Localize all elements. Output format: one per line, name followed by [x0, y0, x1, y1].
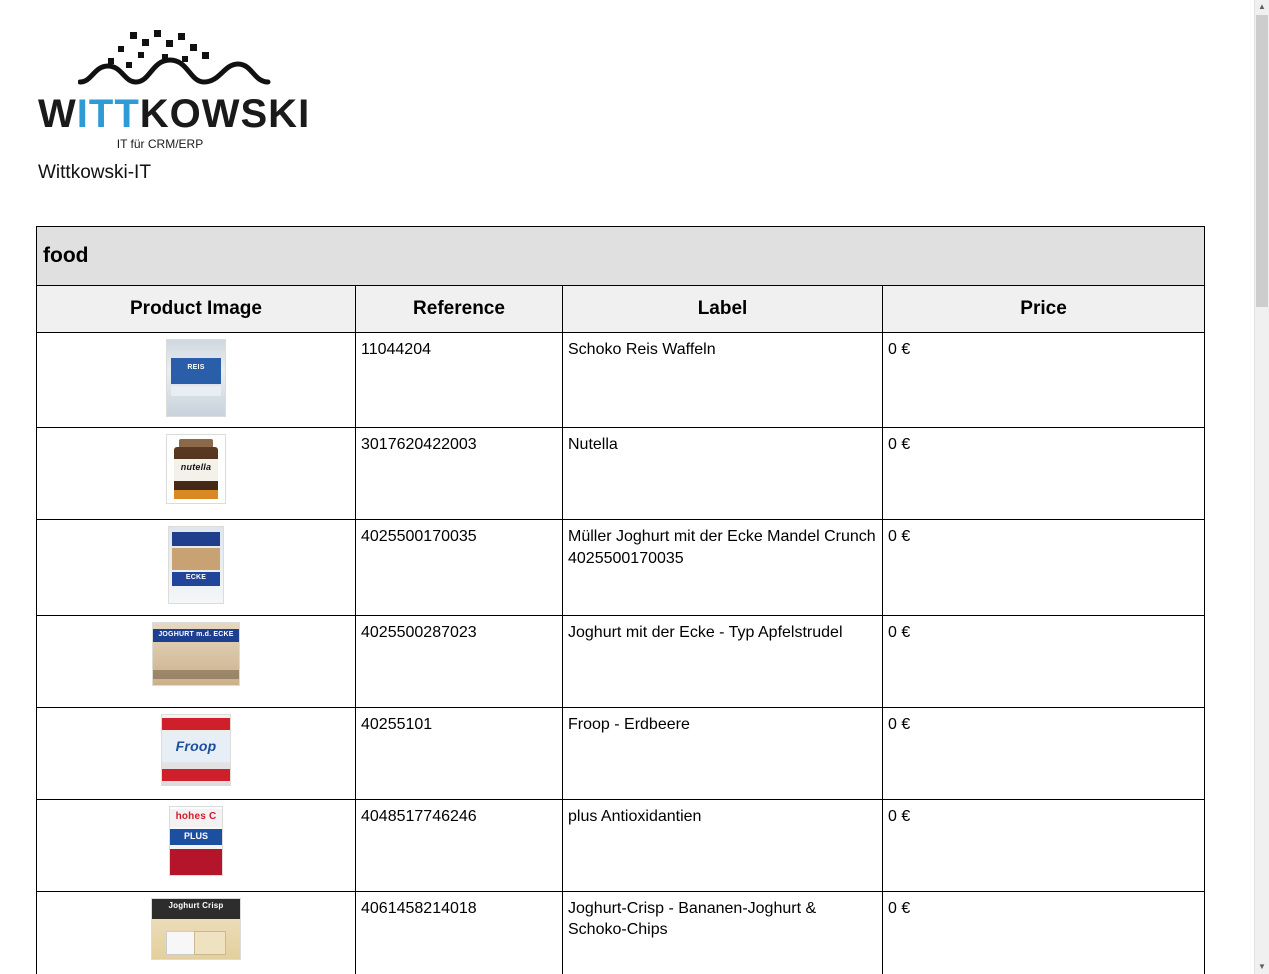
photo-label: Froop — [175, 737, 217, 754]
photo-label: REIS — [187, 364, 205, 371]
product-reference: 4061458214018 — [356, 891, 563, 974]
hohes-c-plus-antioxidantien-photo — [169, 806, 223, 876]
photo-label: Joghurt Crisp — [168, 900, 224, 910]
table-title-row — [37, 227, 1205, 286]
froop-erdbeere-photo — [161, 714, 231, 786]
scrollbar-thumb[interactable] — [1256, 15, 1268, 307]
product-reference: 11044204 — [356, 333, 563, 428]
product-image-cell — [37, 799, 356, 891]
scroll-up-arrow-icon[interactable]: ▲ — [1258, 2, 1266, 11]
company-logo — [38, 30, 338, 184]
product-label: Froop - Erdbeere — [563, 707, 883, 799]
table-row — [37, 891, 1205, 974]
table-row — [37, 333, 1205, 428]
joghurt-crisp-bananen-photo — [151, 898, 241, 960]
photo-label: JOGHURT m.d. ECKE — [158, 630, 234, 638]
product-price: 0 € — [883, 707, 1205, 799]
product-label: Schoko Reis Waffeln — [563, 333, 883, 428]
joghurt-ecke-apfelstrudel-photo — [152, 622, 240, 686]
product-price: 0 € — [883, 428, 1205, 520]
logo-word-highlight: ITT — [76, 92, 140, 136]
mueller-joghurt-ecke-mandel-crunch-photo — [168, 526, 224, 604]
column-header-reference: Reference — [356, 286, 563, 333]
table-row — [37, 799, 1205, 891]
schoko-reis-waffeln-photo — [166, 339, 226, 417]
product-price: 0 € — [883, 520, 1205, 615]
logo-mark-icon — [78, 30, 288, 90]
product-reference: 4025500287023 — [356, 615, 563, 707]
table-row — [37, 707, 1205, 799]
logo-tagline: IT für CRM/ERP — [116, 137, 204, 151]
product-label: Joghurt mit der Ecke - Typ Apfelstrudel — [563, 615, 883, 707]
logo-word-part1: W — [38, 92, 77, 136]
product-price: 0 € — [883, 615, 1205, 707]
product-reference: 3017620422003 — [356, 428, 563, 520]
product-label: Joghurt-Crisp - Bananen-Joghurt & Schoko-Chips — [563, 891, 883, 974]
company-name: Wittkowski-IT — [38, 162, 151, 183]
nutella-photo — [166, 434, 226, 504]
column-header-product-image: Product Image — [37, 286, 356, 333]
product-label: Nutella — [563, 428, 883, 520]
column-header-label: Label — [563, 286, 883, 333]
product-reference: 4025500170035 — [356, 520, 563, 615]
logo-word-part2: KOWSKI — [139, 92, 311, 136]
product-label: plus Antioxidantien — [563, 799, 883, 891]
product-price: 0 € — [883, 799, 1205, 891]
photo-label: nutella — [180, 462, 212, 473]
product-image-cell — [37, 615, 356, 707]
product-report — [36, 226, 1204, 974]
photo-label-secondary: PLUS — [183, 830, 208, 841]
column-header-price: Price — [883, 286, 1205, 333]
product-image-cell — [37, 333, 356, 428]
photo-label: ECKE — [185, 574, 207, 582]
vertical-scrollbar[interactable] — [1254, 0, 1269, 974]
table-row — [37, 615, 1205, 707]
product-image-cell — [37, 428, 356, 520]
product-reference: 4048517746246 — [356, 799, 563, 891]
report-title: food — [37, 227, 1205, 286]
scroll-down-arrow-icon[interactable]: ▼ — [1258, 962, 1266, 971]
logo-wordmark — [38, 94, 338, 134]
table-row — [37, 428, 1205, 520]
product-price: 0 € — [883, 891, 1205, 974]
photo-label: hohes C — [175, 810, 217, 822]
product-image-cell — [37, 707, 356, 799]
product-reference: 40255101 — [356, 707, 563, 799]
product-price: 0 € — [883, 333, 1205, 428]
product-image-cell — [37, 520, 356, 615]
table-header-row — [37, 286, 1205, 333]
product-label: Müller Joghurt mit der Ecke Mandel Crunch 4025500170035 — [563, 520, 883, 615]
table-row — [37, 520, 1205, 615]
product-table — [36, 226, 1205, 974]
product-image-cell — [37, 891, 356, 974]
